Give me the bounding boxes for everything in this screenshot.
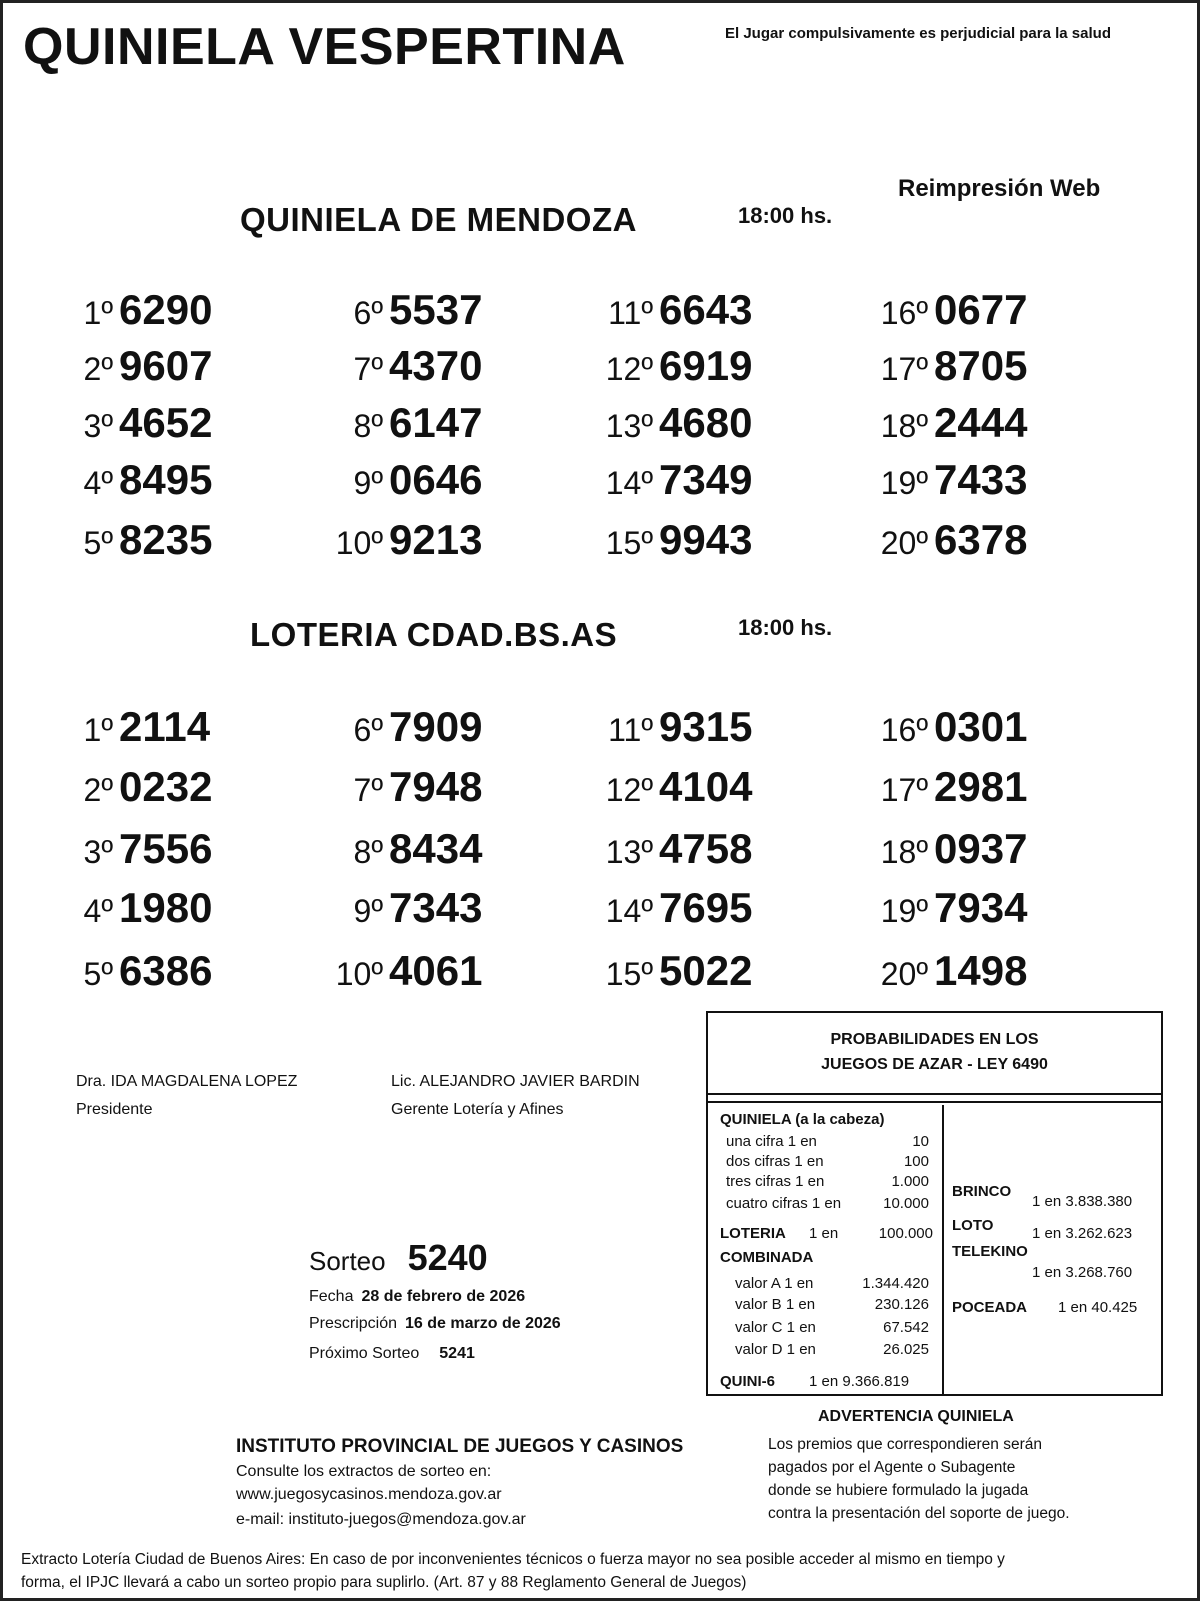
result-position: 16º xyxy=(880,295,928,331)
result-position: 6º xyxy=(353,295,383,331)
prescripcion-value: 16 de marzo de 2026 xyxy=(405,1315,561,1332)
advertencia-line: Los premios que correspondieren serán xyxy=(768,1436,1042,1453)
result-number: 7948 xyxy=(389,763,483,810)
bsas-draw-time: 18:00 hs. xyxy=(738,615,833,640)
result-number: 4652 xyxy=(119,399,213,446)
poceada-prob-label: POCEADA xyxy=(952,1299,1028,1316)
quini6-prob-label: QUINI-6 xyxy=(720,1373,776,1390)
result-position: 15º xyxy=(605,525,653,561)
result-position: 14º xyxy=(605,893,653,929)
result-number: 8705 xyxy=(934,342,1028,389)
result-position: 5º xyxy=(83,525,113,561)
loteria-prob-label: LOTERIA xyxy=(720,1225,786,1242)
result-position: 20º xyxy=(880,956,928,992)
result-position: 6º xyxy=(353,712,383,748)
result-position: 11º xyxy=(608,295,653,331)
result-position: 17º xyxy=(880,351,928,387)
result-entry xyxy=(868,399,1027,449)
result-entry xyxy=(323,286,482,336)
result-entry xyxy=(73,947,212,997)
advertencia-line: contra la presentación del soporte de juego. xyxy=(768,1505,1070,1522)
signature-left-name: Dra. IDA MAGDALENA LOPEZ xyxy=(76,1073,298,1090)
result-position: 19º xyxy=(880,893,928,929)
result-entry xyxy=(868,286,1027,336)
poceada-prob-value: 1 en 40.425 xyxy=(1058,1299,1138,1316)
quiniela-prob-value: 100 xyxy=(903,1153,929,1170)
result-entry xyxy=(323,825,482,875)
result-number: 0677 xyxy=(934,286,1028,333)
result-entry xyxy=(323,703,482,753)
fecha-line xyxy=(309,1288,525,1306)
prescripcion-line xyxy=(309,1315,561,1333)
result-position: 18º xyxy=(880,408,928,444)
result-number: 2114 xyxy=(119,703,211,750)
result-number: 4680 xyxy=(659,399,753,446)
result-number: 6147 xyxy=(389,399,483,446)
result-position: 18º xyxy=(880,834,928,870)
result-position: 3º xyxy=(83,408,113,444)
result-number: 8235 xyxy=(119,516,213,563)
result-entry xyxy=(868,703,1027,753)
loto-prob-value: 1 en 3.262.623 xyxy=(1032,1225,1133,1242)
institute-title: INSTITUTO PROVINCIAL DE JUEGOS Y CASINOS xyxy=(236,1436,684,1457)
probabilities-header-line1: PROBABILIDADES EN LOS xyxy=(830,1031,1039,1048)
advertencia-title: ADVERTENCIA QUINIELA xyxy=(818,1408,1014,1425)
result-number: 9315 xyxy=(659,703,753,750)
mendoza-section-title: QUINIELA DE MENDOZA xyxy=(240,201,637,238)
loteria-prob-value: 100.000 xyxy=(878,1225,933,1242)
probabilities-divider xyxy=(708,1101,1161,1103)
result-number: 8434 xyxy=(389,825,483,872)
brinco-prob-label: BRINCO xyxy=(952,1183,1012,1200)
result-entry xyxy=(73,342,212,392)
result-entry xyxy=(868,884,1027,934)
result-number: 4370 xyxy=(389,342,483,389)
result-entry xyxy=(868,516,1027,566)
result-number: 1498 xyxy=(934,947,1028,994)
result-position: 10º xyxy=(335,956,383,992)
sorteo-label: Sorteo xyxy=(309,1246,386,1276)
result-number: 2981 xyxy=(934,763,1028,810)
result-number: 8495 xyxy=(119,456,213,503)
result-entry xyxy=(323,456,482,506)
result-number: 5022 xyxy=(659,947,753,994)
result-entry xyxy=(593,286,752,336)
reprint-label: Reimpresión Web xyxy=(898,175,1101,202)
institute-consult-line: Consulte los extractos de sorteo en: xyxy=(236,1463,492,1480)
signature-right-role: Gerente Lotería y Afines xyxy=(391,1101,564,1118)
result-entry xyxy=(868,342,1027,392)
quiniela-prob-label: una cifra 1 en xyxy=(726,1133,817,1150)
result-position: 12º xyxy=(605,772,653,808)
combinada-prob-value: 67.542 xyxy=(883,1319,929,1336)
result-position: 13º xyxy=(605,834,653,870)
result-position: 14º xyxy=(605,465,653,501)
result-entry xyxy=(593,516,752,566)
result-entry xyxy=(868,456,1027,506)
result-number: 7695 xyxy=(659,884,753,931)
result-number: 7556 xyxy=(119,825,213,872)
result-position: 8º xyxy=(353,408,383,444)
result-number: 9943 xyxy=(659,516,753,563)
institute-website-link[interactable]: www.juegosycasinos.mendoza.gov.ar xyxy=(236,1486,502,1503)
probabilities-box xyxy=(706,1011,1163,1396)
advertencia-line: donde se hubiere formulado la jugada xyxy=(768,1482,1029,1499)
result-position: 5º xyxy=(83,956,113,992)
result-entry xyxy=(323,516,482,566)
result-position: 4º xyxy=(83,893,113,929)
fecha-value: 28 de febrero de 2026 xyxy=(361,1288,526,1305)
quiniela-prob-value: 10.000 xyxy=(883,1195,929,1212)
probabilities-column-divider xyxy=(942,1105,944,1396)
result-entry xyxy=(73,884,212,934)
result-number: 0232 xyxy=(119,763,213,810)
combinada-prob-value: 1.344.420 xyxy=(862,1275,929,1292)
result-entry xyxy=(593,703,752,753)
health-warning: El Jugar compulsivamente es perjudicial para la salud xyxy=(725,25,1111,42)
result-position: 7º xyxy=(353,772,383,808)
result-position: 2º xyxy=(83,772,113,808)
result-entry xyxy=(593,342,752,392)
page-title: QUINIELA VESPERTINA xyxy=(23,18,626,76)
signature-right-name: Lic. ALEJANDRO JAVIER BARDIN xyxy=(391,1073,640,1090)
result-position: 10º xyxy=(335,525,383,561)
combinada-prob-title: COMBINADA xyxy=(720,1249,814,1266)
result-entry xyxy=(323,884,482,934)
advertencia-text xyxy=(768,1433,1148,1525)
sorteo-block xyxy=(309,1237,488,1279)
result-entry xyxy=(593,456,752,506)
mendoza-draw-time: 18:00 hs. xyxy=(738,203,833,228)
proximo-line xyxy=(309,1345,475,1363)
result-position: 4º xyxy=(83,465,113,501)
result-position: 13º xyxy=(605,408,653,444)
result-entry xyxy=(73,703,210,753)
sorteo-number: 5240 xyxy=(407,1237,488,1278)
advertencia-line: pagados por el Agente o Subagente xyxy=(768,1459,1016,1476)
proximo-value: 5241 xyxy=(439,1345,475,1362)
result-position: 16º xyxy=(880,712,928,748)
combinada-prob-label: valor A 1 en xyxy=(735,1275,814,1292)
result-entry xyxy=(323,947,482,997)
institute-email-link[interactable]: e-mail: instituto-juegos@mendoza.gov.ar xyxy=(236,1511,526,1528)
result-number: 9213 xyxy=(389,516,483,563)
quiniela-prob-label: cuatro cifras 1 en xyxy=(726,1195,842,1212)
combinada-prob-value: 26.025 xyxy=(883,1341,929,1358)
result-position: 2º xyxy=(83,351,113,387)
result-number: 6919 xyxy=(659,342,753,389)
result-entry xyxy=(73,399,212,449)
result-position: 1º xyxy=(83,295,113,331)
bsas-section-title: LOTERIA CDAD.BS.AS xyxy=(250,616,618,653)
result-position: 1º xyxy=(83,712,113,748)
result-number: 7934 xyxy=(934,884,1028,931)
result-number: 7909 xyxy=(389,703,483,750)
result-entry xyxy=(593,947,752,997)
result-number: 6386 xyxy=(119,947,213,994)
result-entry xyxy=(593,825,752,875)
result-entry xyxy=(593,763,752,813)
result-number: 5537 xyxy=(389,286,483,333)
result-number: 9607 xyxy=(119,342,213,389)
probabilities-header xyxy=(708,1013,1161,1095)
footer-line: forma, el IPJC llevará a cabo un sorteo propio para suplirlo. (Art. 87 y 88 Reglamento General de Juegos) xyxy=(21,1574,747,1591)
result-entry xyxy=(73,516,212,566)
result-entry xyxy=(323,342,482,392)
result-entry xyxy=(868,763,1027,813)
result-number: 6378 xyxy=(934,516,1028,563)
result-position: 3º xyxy=(83,834,113,870)
telekino-prob-label: TELEKINO xyxy=(952,1243,1028,1260)
loteria-prob-en: 1 en xyxy=(809,1225,839,1242)
result-position: 11º xyxy=(608,712,653,748)
proximo-label: Próximo Sorteo xyxy=(309,1345,420,1362)
combinada-prob-label: valor C 1 en xyxy=(735,1319,816,1336)
result-entry xyxy=(323,763,482,813)
telekino-prob-value: 1 en 3.268.760 xyxy=(1032,1264,1133,1281)
result-entry xyxy=(868,825,1027,875)
result-entry xyxy=(323,399,482,449)
result-position: 19º xyxy=(880,465,928,501)
result-number: 6290 xyxy=(119,286,213,333)
result-position: 7º xyxy=(353,351,383,387)
signature-left-role: Presidente xyxy=(76,1101,153,1118)
result-entry xyxy=(593,884,752,934)
prescripcion-label: Prescripción xyxy=(309,1315,398,1332)
result-number: 4061 xyxy=(389,947,483,994)
footer-note xyxy=(21,1548,1186,1594)
footer-line: Extracto Lotería Ciudad de Buenos Aires: En caso de por inconvenientes técnicos o fuerza mayor no sea posible acceder al mismo en tiempo y xyxy=(21,1551,1005,1568)
quini6-prob-value: 1 en 9.366.819 xyxy=(809,1373,910,1390)
result-entry xyxy=(73,286,212,336)
result-number: 7433 xyxy=(934,456,1028,503)
result-number: 4104 xyxy=(659,763,753,810)
result-number: 6643 xyxy=(659,286,753,333)
result-entry xyxy=(73,763,212,813)
result-number: 7343 xyxy=(389,884,483,931)
result-number: 2444 xyxy=(934,399,1028,446)
fecha-label: Fecha xyxy=(309,1288,354,1305)
quiniela-prob-value: 10 xyxy=(912,1133,929,1150)
result-number: 0937 xyxy=(934,825,1028,872)
result-number: 0646 xyxy=(389,456,483,503)
quiniela-prob-value: 1.000 xyxy=(891,1173,929,1190)
result-entry xyxy=(593,399,752,449)
result-position: 15º xyxy=(605,956,653,992)
quiniela-prob-label: dos cifras 1 en xyxy=(726,1153,824,1170)
quiniela-prob-title: QUINIELA (a la cabeza) xyxy=(720,1111,885,1128)
result-number: 1980 xyxy=(119,884,213,931)
result-entry xyxy=(73,825,212,875)
result-entry xyxy=(868,947,1027,997)
combinada-prob-label: valor B 1 en xyxy=(735,1296,816,1313)
result-position: 9º xyxy=(353,465,383,501)
probabilities-header-line2: JUEGOS DE AZAR - LEY 6490 xyxy=(821,1056,1048,1073)
result-position: 9º xyxy=(353,893,383,929)
result-position: 17º xyxy=(880,772,928,808)
result-number: 7349 xyxy=(659,456,753,503)
result-entry xyxy=(73,456,212,506)
combinada-prob-label: valor D 1 en xyxy=(735,1341,816,1358)
loto-prob-label: LOTO xyxy=(952,1217,994,1234)
result-position: 12º xyxy=(605,351,653,387)
combinada-prob-value: 230.126 xyxy=(874,1296,929,1313)
result-number: 0301 xyxy=(934,703,1028,750)
brinco-prob-value: 1 en 3.838.380 xyxy=(1032,1193,1133,1210)
result-number: 4758 xyxy=(659,825,753,872)
result-position: 20º xyxy=(880,525,928,561)
quiniela-prob-label: tres cifras 1 en xyxy=(726,1173,825,1190)
result-position: 8º xyxy=(353,834,383,870)
